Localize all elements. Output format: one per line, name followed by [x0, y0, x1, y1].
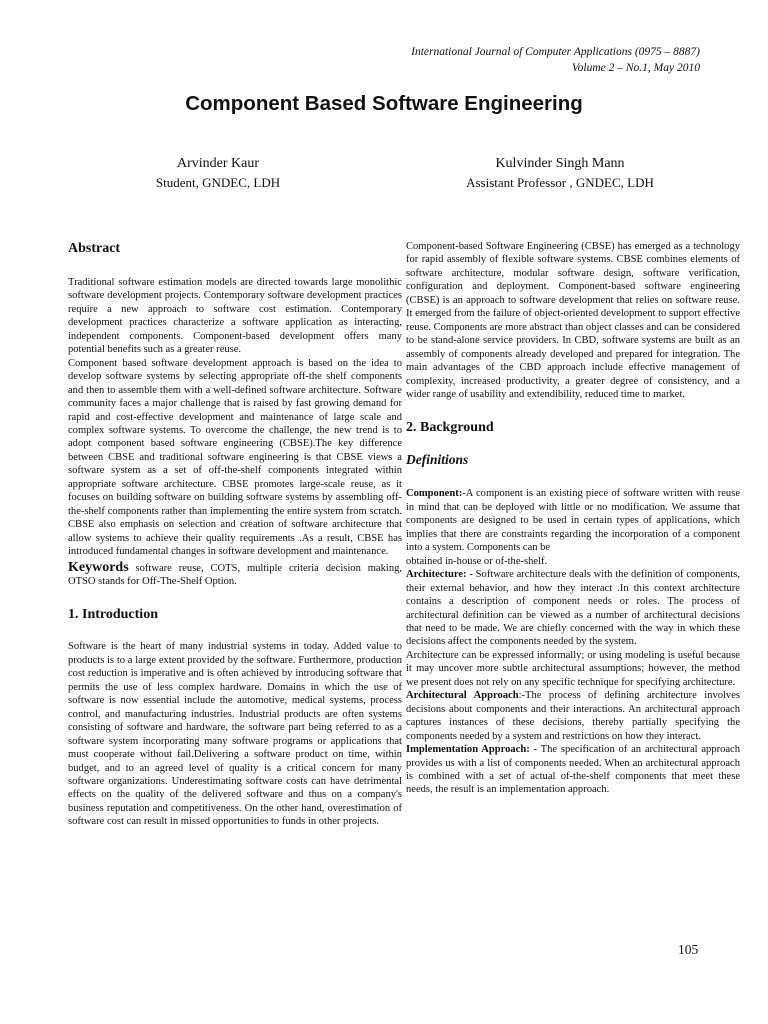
architectural-approach-text: :-The process of defining architecture involves decisions about components and their interactions. An architectural approach captures instances of these decisions, thereby partially specifying the components needed by a system and restrictions on how they interact. — [406, 690, 740, 742]
author-block-1 — [78, 154, 358, 192]
page-number: 105 — [678, 942, 699, 957]
paper-title: Component Based Software Engineering — [185, 92, 583, 115]
journal-citation: International Journal of Computer Applications (0975 – 8887) — [411, 46, 700, 58]
architecture-more: Architecture can be expressed informally; or using modeling is useful because it may uncover more subtle architectural assumptions; however, the method we present does not rely on any specific technique for specifying architecture. — [406, 649, 740, 688]
component-tail: obtained in-house or of-the-shelf. — [406, 555, 548, 567]
implementation-approach-definition — [406, 743, 740, 797]
architecture-definition — [406, 568, 740, 649]
keywords-text: software reuse, COTS, multiple criteria decision making, OTSO stands for Off-The-Shelf Option. — [68, 562, 402, 587]
author-affiliation: Assistant Professor , GNDEC, LDH — [466, 175, 654, 190]
architecture-text: Software architecture deals with the definition of components, their external behavior, and how they interact .In this context architecture contains a description of component needs or roles. The process of architectural definition can be viewed as a number of architectural decisions that need to be made. We are chiefly concerned with the way in which these decisions affect the components needed by the system. — [406, 569, 740, 648]
introduction-text: Software is the heart of many industrial systems in today. Added value to products is to a large extent provided by the software. Furthermore, production cost reduction is imperative and is often achieved by introducing software that permits the use of less complex hardware. Domains in which the use of software is now essential include the automotive, medical systems, process control, and manufacturing industries. Industrial products are often systems consisting of software and hardware, the software part being referred to as a software system incorporating many software programs or applications that must cooperate without fail.Delivering a software product on time, within budget, and to an agreed level of quality is a critical concern for many software organizations. Underestimating software costs can have detrimental effects on the quality of the delivered software and thus on a company's business reputation and competitiveness. On the other hand, overestimation of software cost can result in missed opportunities to funds in other projects. — [68, 641, 402, 828]
abstract-paragraph-2: Component based software development approach is based on the idea to develop software systems by selecting appropriate off-the shelf components and then to assemble them with a well-defined software architecture. Software community faces a major challenge that is raised by fast growing demand for rapid and cost-effective development and maintenance of large scale and complex software systems. To overcome the challenge, the new trend is to adopt component based software engineering (CBSE).The key difference between CBSE and traditional software engineering is that CBSE views a software system as a set of off-the-shelf components integrated within appropriate software architecture. CBSE promotes large-scale reuse, as it focuses on building software on building software systems by assembling off-the-shelf components rather than implementing the entire system from scratch. CBSE also emphasis on selection and creation of software architecture that allow systems to achieve their quality requirements .As a result, CBSE has introduced fundamental changes in software development and maintenance. — [68, 357, 402, 558]
author-block-2 — [420, 154, 700, 192]
architectural-approach-definition — [406, 689, 740, 743]
component-text: -A component is an existing piece of software written with reuse in mind that can be deployed with little or no modification. We assume that components are designed to be used in certain types of applications, which implies that there are constraints regarding the incorporation of a component into a system. Components can be — [406, 488, 740, 554]
architecture-label: Architecture: - — [406, 569, 473, 581]
author-name: Arvinder Kaur — [176, 156, 260, 171]
abstract-paragraph-1: Traditional software estimation models are directed towards large monolithic software development projects. Contemporary software development practices require a new approach to software cost estimation. Contemporary development practices characterize a software application as interacting, independent components. Component-based development offers many potential benefits such as a greater reuse. — [68, 277, 402, 356]
abstract-heading: Abstract — [68, 241, 121, 256]
keywords-paragraph — [68, 561, 402, 589]
journal-header — [411, 44, 700, 76]
keywords-label: Keywords — [68, 559, 129, 575]
architectural-approach-label: Architectural Approach — [406, 690, 519, 702]
background-heading: 2. Background — [406, 420, 494, 436]
component-definition — [406, 487, 740, 554]
author-name: Kulvinder Singh Mann — [495, 156, 625, 171]
implementation-approach-label: Implementation Approach: - — [406, 744, 538, 756]
journal-volume: Volume 2 – No.1, May 2010 — [571, 62, 700, 74]
cbse-intro-paragraph: Component-based Software Engineering (CBSE) has emerged as a technology for rapid assembly of flexible software systems. CBSE combines elements of software architecture, modular software design, software verification, configuration and deployment. Component-based software engineering (CBSE) is an approach to software development that relies on software reuse. It emerged from the failure of object-oriented development to support effective reuse. Components are more abstract than object classes and can be considered to be stand-alone service providers. In CBD, software systems are built as an assembly of components already developed and prepared for integration. The main advantages of the CBD approach include effective management of complexity, increased productivity, a greater degree of consistency, and a wider range of usability and extendibility, reduced time to market. — [406, 241, 740, 400]
right-column — [406, 240, 740, 797]
definitions-subheading: Definitions — [406, 452, 469, 468]
introduction-heading: 1. Introduction — [68, 607, 158, 623]
implementation-approach-text: The specification of an architectural approach provides us with a list of components needed. When an architectural approach is combined with a set of actual of-the-shelf components that meet these needs, the result is an implementation approach. — [406, 744, 741, 796]
left-column — [68, 240, 402, 829]
author-affiliation: Student, GNDEC, LDH — [155, 175, 281, 190]
component-label: Component: — [406, 488, 463, 500]
